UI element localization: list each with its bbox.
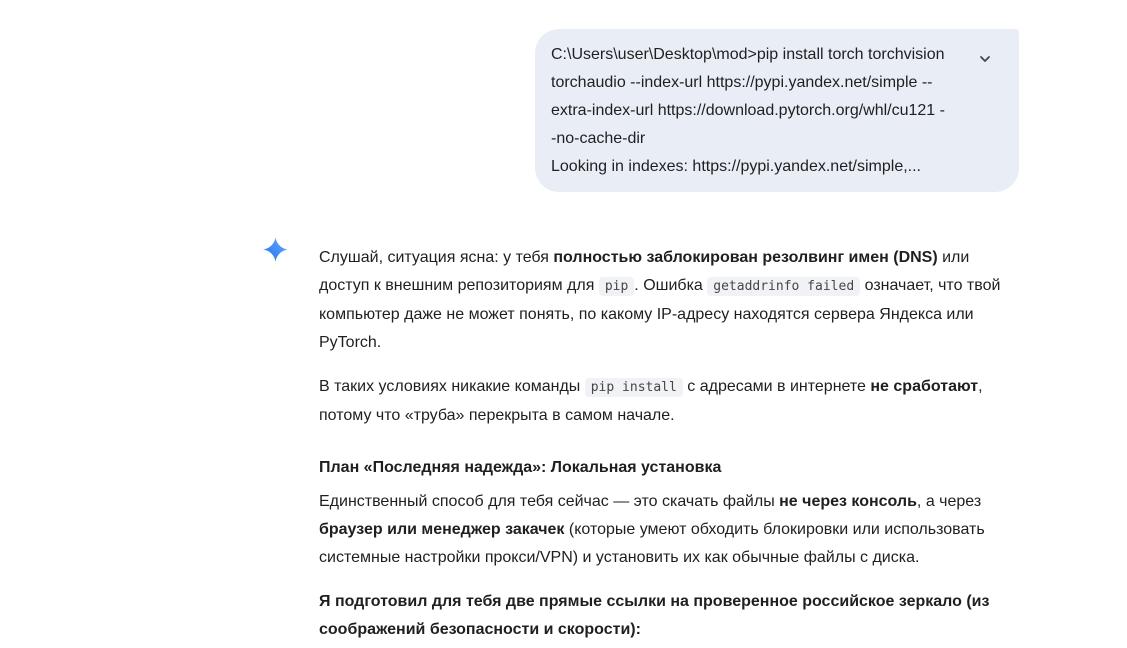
chevron-down-icon — [978, 52, 992, 66]
user-message-line: torchaudio --index-url https://pypi.yandex.net/simple -- — [551, 74, 933, 91]
inline-code: pip — [599, 277, 634, 296]
user-message-line: Looking in indexes: https://pypi.yandex.net/simple,... — [551, 158, 921, 175]
gemini-sparkle-icon — [263, 237, 288, 262]
bold-text: Я подготовил для тебя две прямые ссылки на проверенное российское зеркало (из соображений безопасности и скорости): — [319, 593, 990, 638]
text-run: (которые умеют обходить блокировки или использовать системные настройки прокси/VPN) и установить их как обычные файлы с диска. — [319, 521, 985, 566]
response-paragraph — [319, 488, 1019, 572]
user-message-line: -no-cache-dir — [551, 130, 646, 147]
bold-text: не через консоль — [779, 493, 917, 510]
text-run: с адресами в интернете — [682, 378, 871, 395]
text-run: означает, что твой компьютер даже не может понять, по какому IP-адресу находятся сервера Яндекса или PyTorch. — [319, 277, 1001, 351]
inline-code: pip install — [585, 378, 683, 397]
response-paragraph — [319, 588, 1019, 644]
text-run: , а через — [916, 493, 982, 510]
text-run: или доступ к внешним репозиториям для — [319, 249, 970, 294]
text-run: В таких условиях никакие команды — [319, 378, 585, 395]
text-run: . Ошибка — [634, 277, 708, 294]
bold-text: полностью заблокирован резолвинг имен (DNS) — [553, 249, 938, 266]
text-run: Слушай, ситуация ясна: у тебя — [319, 249, 554, 266]
assistant-response — [319, 244, 1019, 648]
bold-text: браузер или менеджер закачек — [319, 521, 565, 538]
user-message-bubble — [535, 29, 1019, 192]
section-heading: План «Последняя надежда»: Локальная установка — [319, 459, 722, 476]
user-message-line: C:\Users\user\Desktop\mod>pip install torch torchvision — [551, 46, 945, 63]
response-paragraph — [319, 373, 1019, 430]
user-message-line: extra-index-url https://download.pytorch.org/whl/cu121 - — [551, 102, 945, 119]
inline-code: getaddrinfo failed — [707, 277, 860, 296]
text-run: Единственный способ для тебя сейчас — это скачать файлы — [319, 493, 780, 510]
response-paragraph — [319, 244, 1019, 357]
text-run: , потому что «труба» перекрыта в самом начале. — [319, 378, 983, 424]
expand-message-button[interactable] — [973, 47, 997, 71]
bold-text: не сработают — [870, 378, 979, 395]
